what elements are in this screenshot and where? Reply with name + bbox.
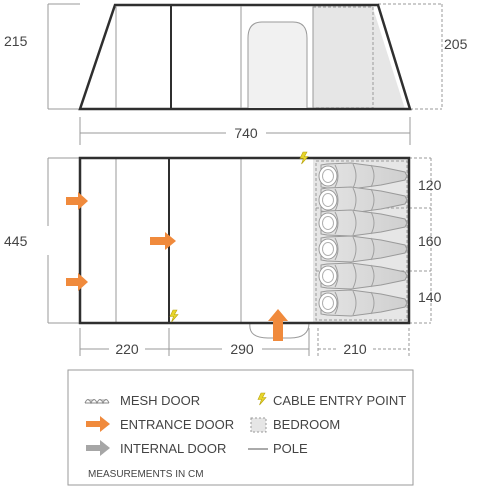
side-length-label: 740: [234, 125, 258, 141]
cable-entry-icon: [300, 152, 308, 164]
floor-panel-lines: [116, 159, 241, 322]
floor-width-label: 445: [4, 233, 28, 249]
side-height-right-label: 205: [444, 36, 468, 52]
section-length-1-label: 220: [115, 341, 139, 357]
internal-door-icon: [86, 440, 110, 456]
floor-plan: [4, 152, 442, 357]
legend-units-note: MEASUREMENTS IN CM: [88, 469, 204, 480]
entrance-arrow-icon: [66, 192, 88, 210]
bedroom-width-2-label: 160: [418, 233, 442, 249]
entrance-arrow-icon: [268, 309, 288, 341]
legend: [68, 370, 413, 485]
cable-entry-legend-icon: [258, 393, 266, 405]
legend-cable-entry: CABLE ENTRY POINT: [273, 393, 407, 408]
side-door: [248, 22, 307, 108]
bedroom-legend-icon: [251, 418, 266, 432]
side-bedroom-area: [313, 5, 405, 109]
section-length-2-label: 290: [230, 341, 254, 357]
entrance-arrow-icon: [150, 232, 176, 250]
entrance-arrow-icon: [66, 273, 88, 291]
bedroom-width-3-label: 140: [418, 289, 442, 305]
legend-mesh-door: MESH DOOR: [120, 393, 201, 408]
mesh-door-icon: [85, 400, 109, 404]
side-view: [4, 4, 468, 145]
legend-bedroom: BEDROOM: [273, 417, 341, 432]
entrance-arrows: [66, 192, 288, 341]
legend-internal-door: INTERNAL DOOR: [120, 441, 227, 456]
legend-pole: POLE: [273, 441, 308, 456]
entrance-door-icon: [86, 416, 110, 432]
side-height-left-label: 215: [4, 33, 28, 49]
side-height-left-dim: [48, 4, 80, 109]
bedroom-width-1-label: 120: [418, 177, 442, 193]
cable-entry-icon: [170, 310, 178, 322]
section-length-3-label: 210: [343, 341, 367, 357]
legend-entrance-door: ENTRANCE DOOR: [120, 417, 235, 432]
floor-width-dim: [48, 158, 80, 323]
